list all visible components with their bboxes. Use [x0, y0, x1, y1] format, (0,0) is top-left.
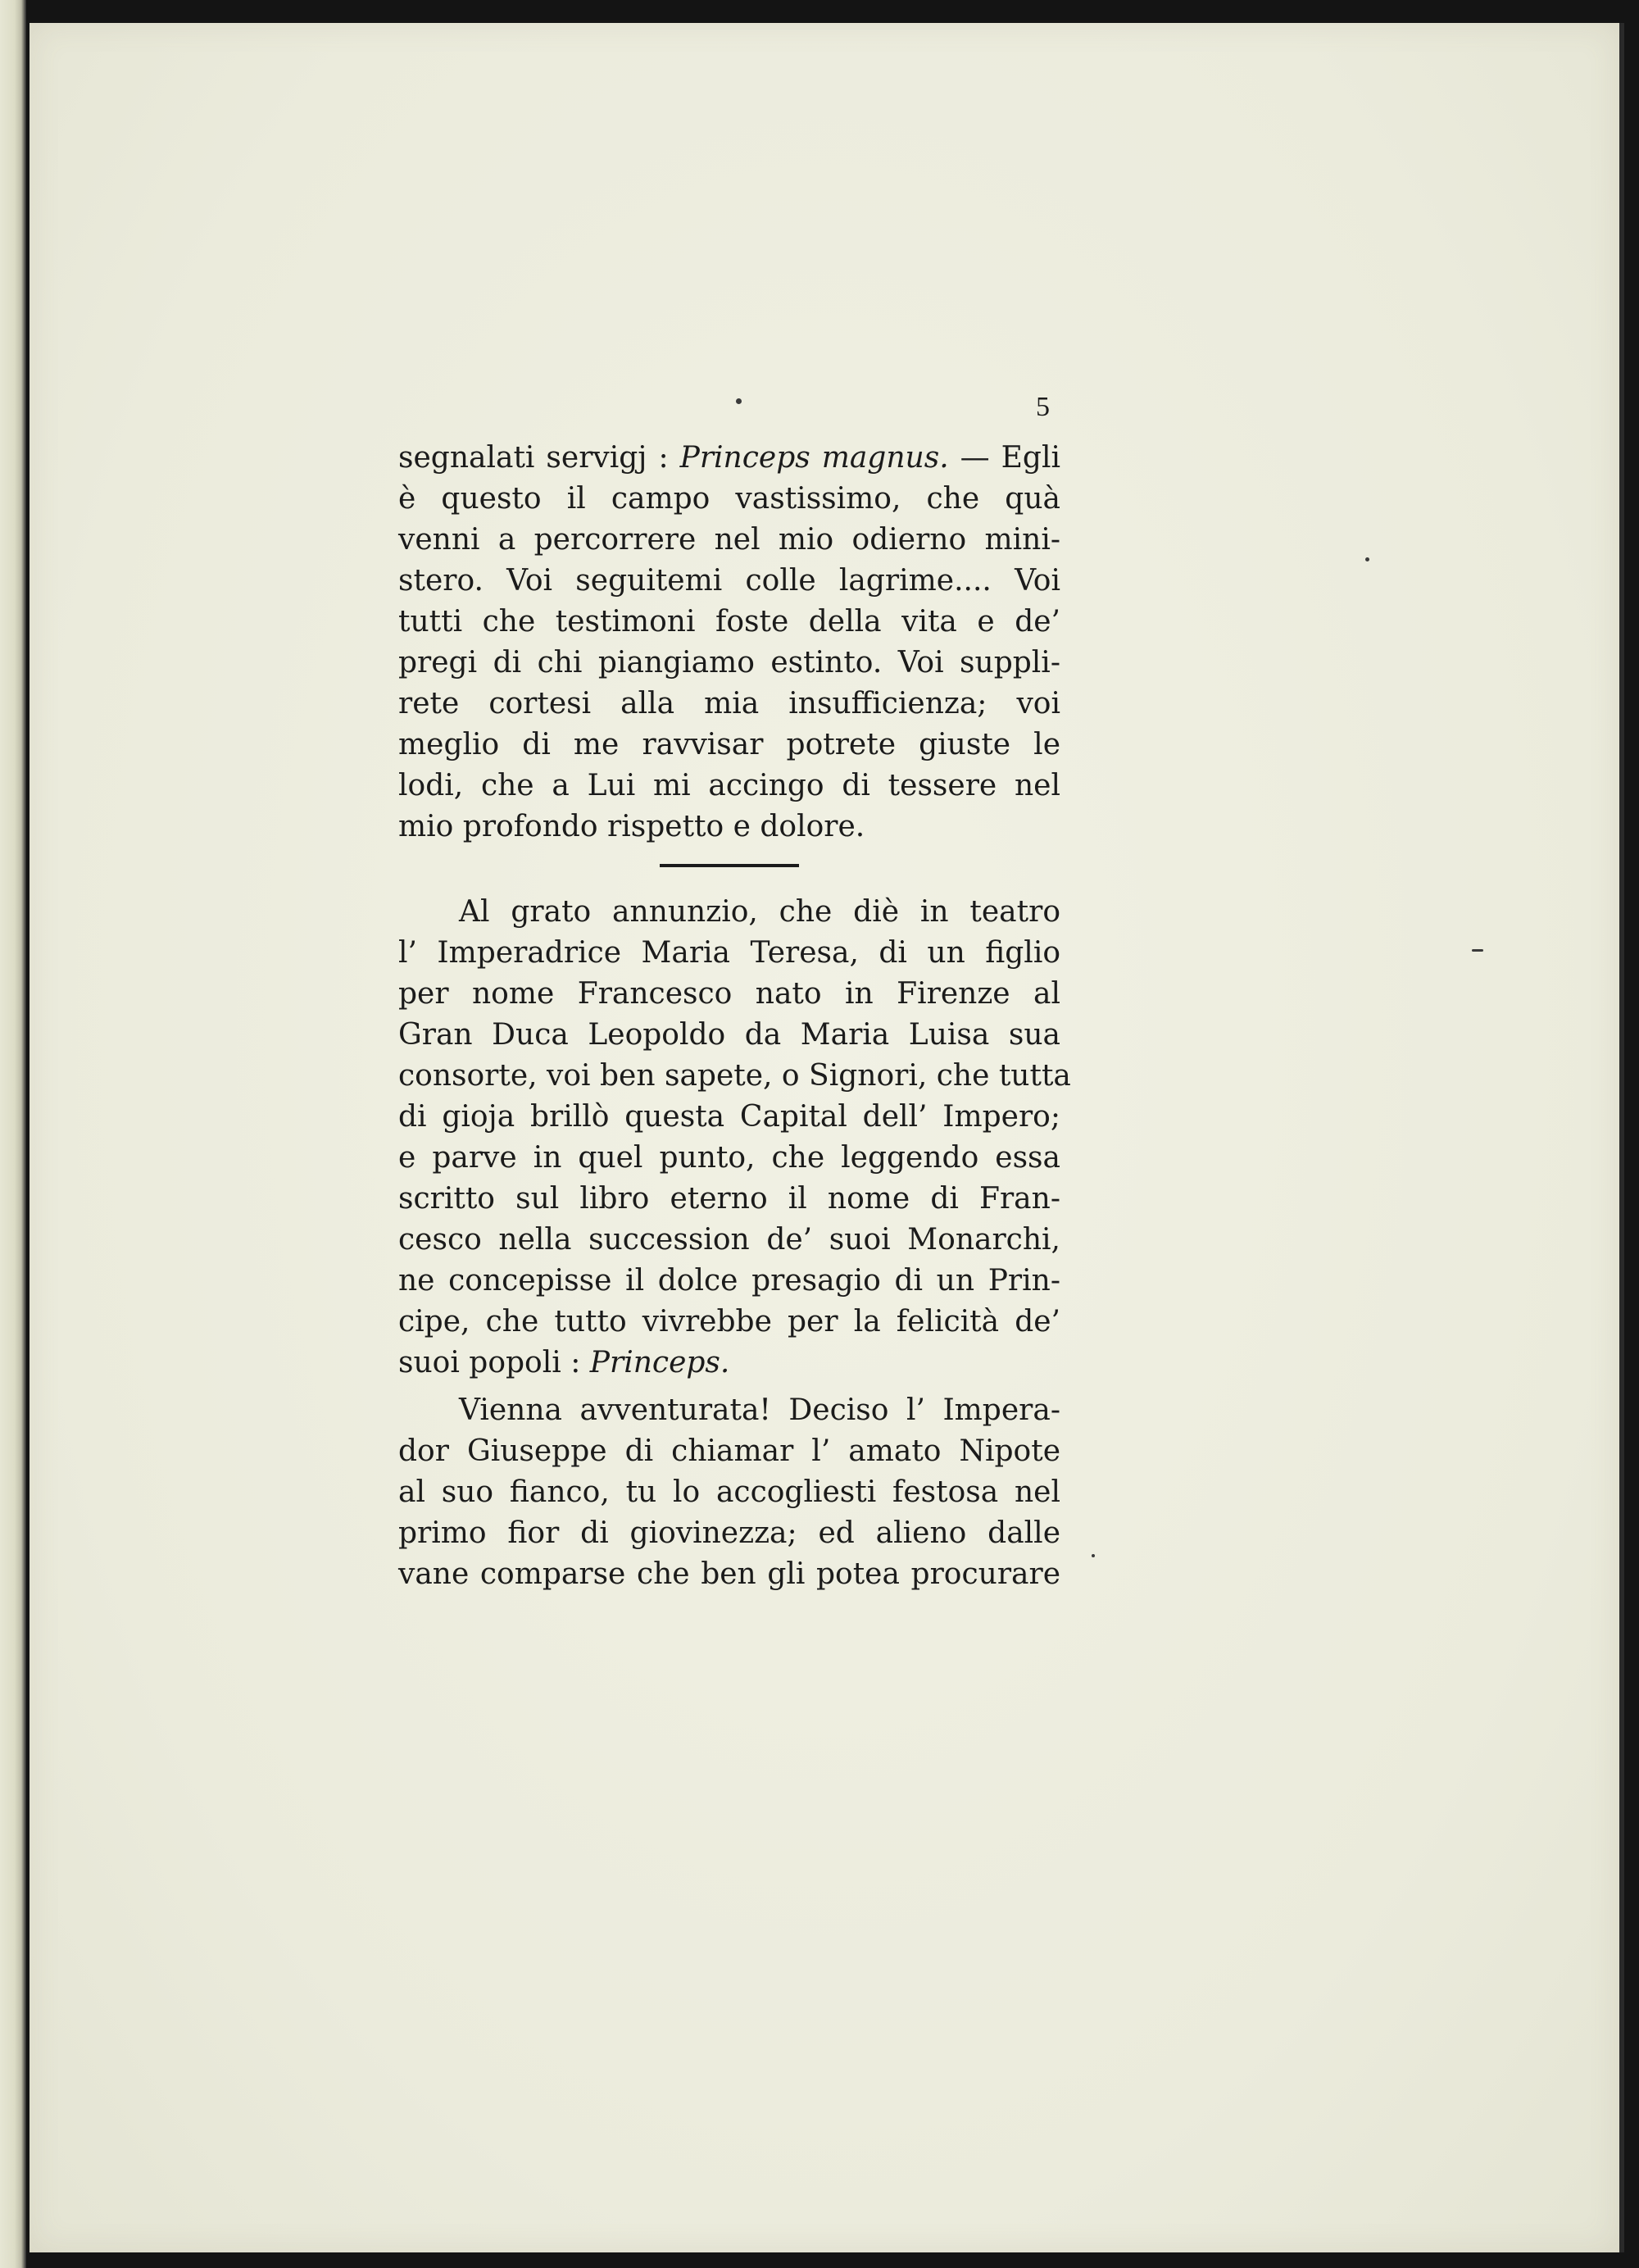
text-line: mio profondo rispetto e dolore. [398, 810, 865, 843]
text-line: per nome Francesco nato in Firenze al [398, 977, 1060, 1011]
latin-quote: Princeps. [589, 1346, 730, 1379]
latin-quote: Princeps magnus. [679, 441, 949, 475]
text-line: scritto sul libro eterno il nome di Fran- [398, 1182, 1060, 1216]
text-line: segnalati servigj : Princeps magnus. — Egli [398, 441, 1060, 475]
ink-speck [1365, 557, 1369, 561]
text-line: cipe, che tutto vivrebbe per la felicità de’ [398, 1305, 1060, 1339]
text-line: meglio di me ravvisar potrete giuste le [398, 728, 1060, 761]
page-number: 5 [1036, 392, 1050, 422]
text-line: pregi di chi piangiamo estinto. Voi suppli- [398, 646, 1060, 679]
text-line: Vienna avventurata! Deciso l’ Impera- [459, 1393, 1060, 1427]
text-line: Al grato annunzio, che diè in teatro [459, 895, 1060, 929]
text-line: vane comparse che ben gli potea procurare [398, 1557, 1060, 1591]
text-line: stero. Voi seguitemi colle lagrime.... Voi [398, 564, 1060, 598]
text-line: è questo il campo vastissimo, che quà [398, 482, 1060, 516]
paragraph-3 [398, 1390, 1060, 1595]
ink-speck [1092, 1554, 1095, 1557]
adjacent-page-edge [0, 0, 26, 2268]
text-line: ne concepisse il dolce presagio di un Prin- [398, 1264, 1060, 1298]
ink-speck [1472, 949, 1483, 952]
text-line: primo fior di giovinezza; ed alieno dalle [398, 1516, 1060, 1550]
text-line: cesco nella succession de’ suoi Monarchi, [398, 1223, 1060, 1257]
text-line: venni a percorrere nel mio odierno mini- [398, 523, 1060, 557]
text-line: suoi popoli : Princeps. [398, 1346, 730, 1379]
text-line: al suo fianco, tu lo accogliesti festosa nel [398, 1475, 1060, 1509]
text-line: e parve in quel punto, che leggendo essa [398, 1141, 1060, 1175]
paragraph-2 [398, 892, 1071, 1384]
text-line: tutti che testimoni foste della vita e de’ [398, 605, 1060, 639]
book-page [30, 23, 1624, 2252]
text-line: dor Giuseppe di chiamar l’ amato Nipote [398, 1434, 1060, 1468]
text-line: di gioja brillò questa Capital dell’ Impero; [398, 1100, 1060, 1134]
paragraph-1 [398, 438, 1060, 848]
body-text [398, 392, 1071, 1595]
text-line: Gran Duca Leopoldo da Maria Luisa sua [398, 1018, 1060, 1052]
text-line: rete cortesi alla mia insufficienza; voi [398, 687, 1060, 720]
text-line: consorte, voi ben sapete, o Signori, che tutta [398, 1059, 1071, 1093]
section-divider [660, 864, 799, 867]
text-line: lodi, che a Lui mi accingo di tessere nel [398, 769, 1060, 802]
text-line: l’ Imperadrice Maria Teresa, di un figlio [398, 936, 1060, 970]
